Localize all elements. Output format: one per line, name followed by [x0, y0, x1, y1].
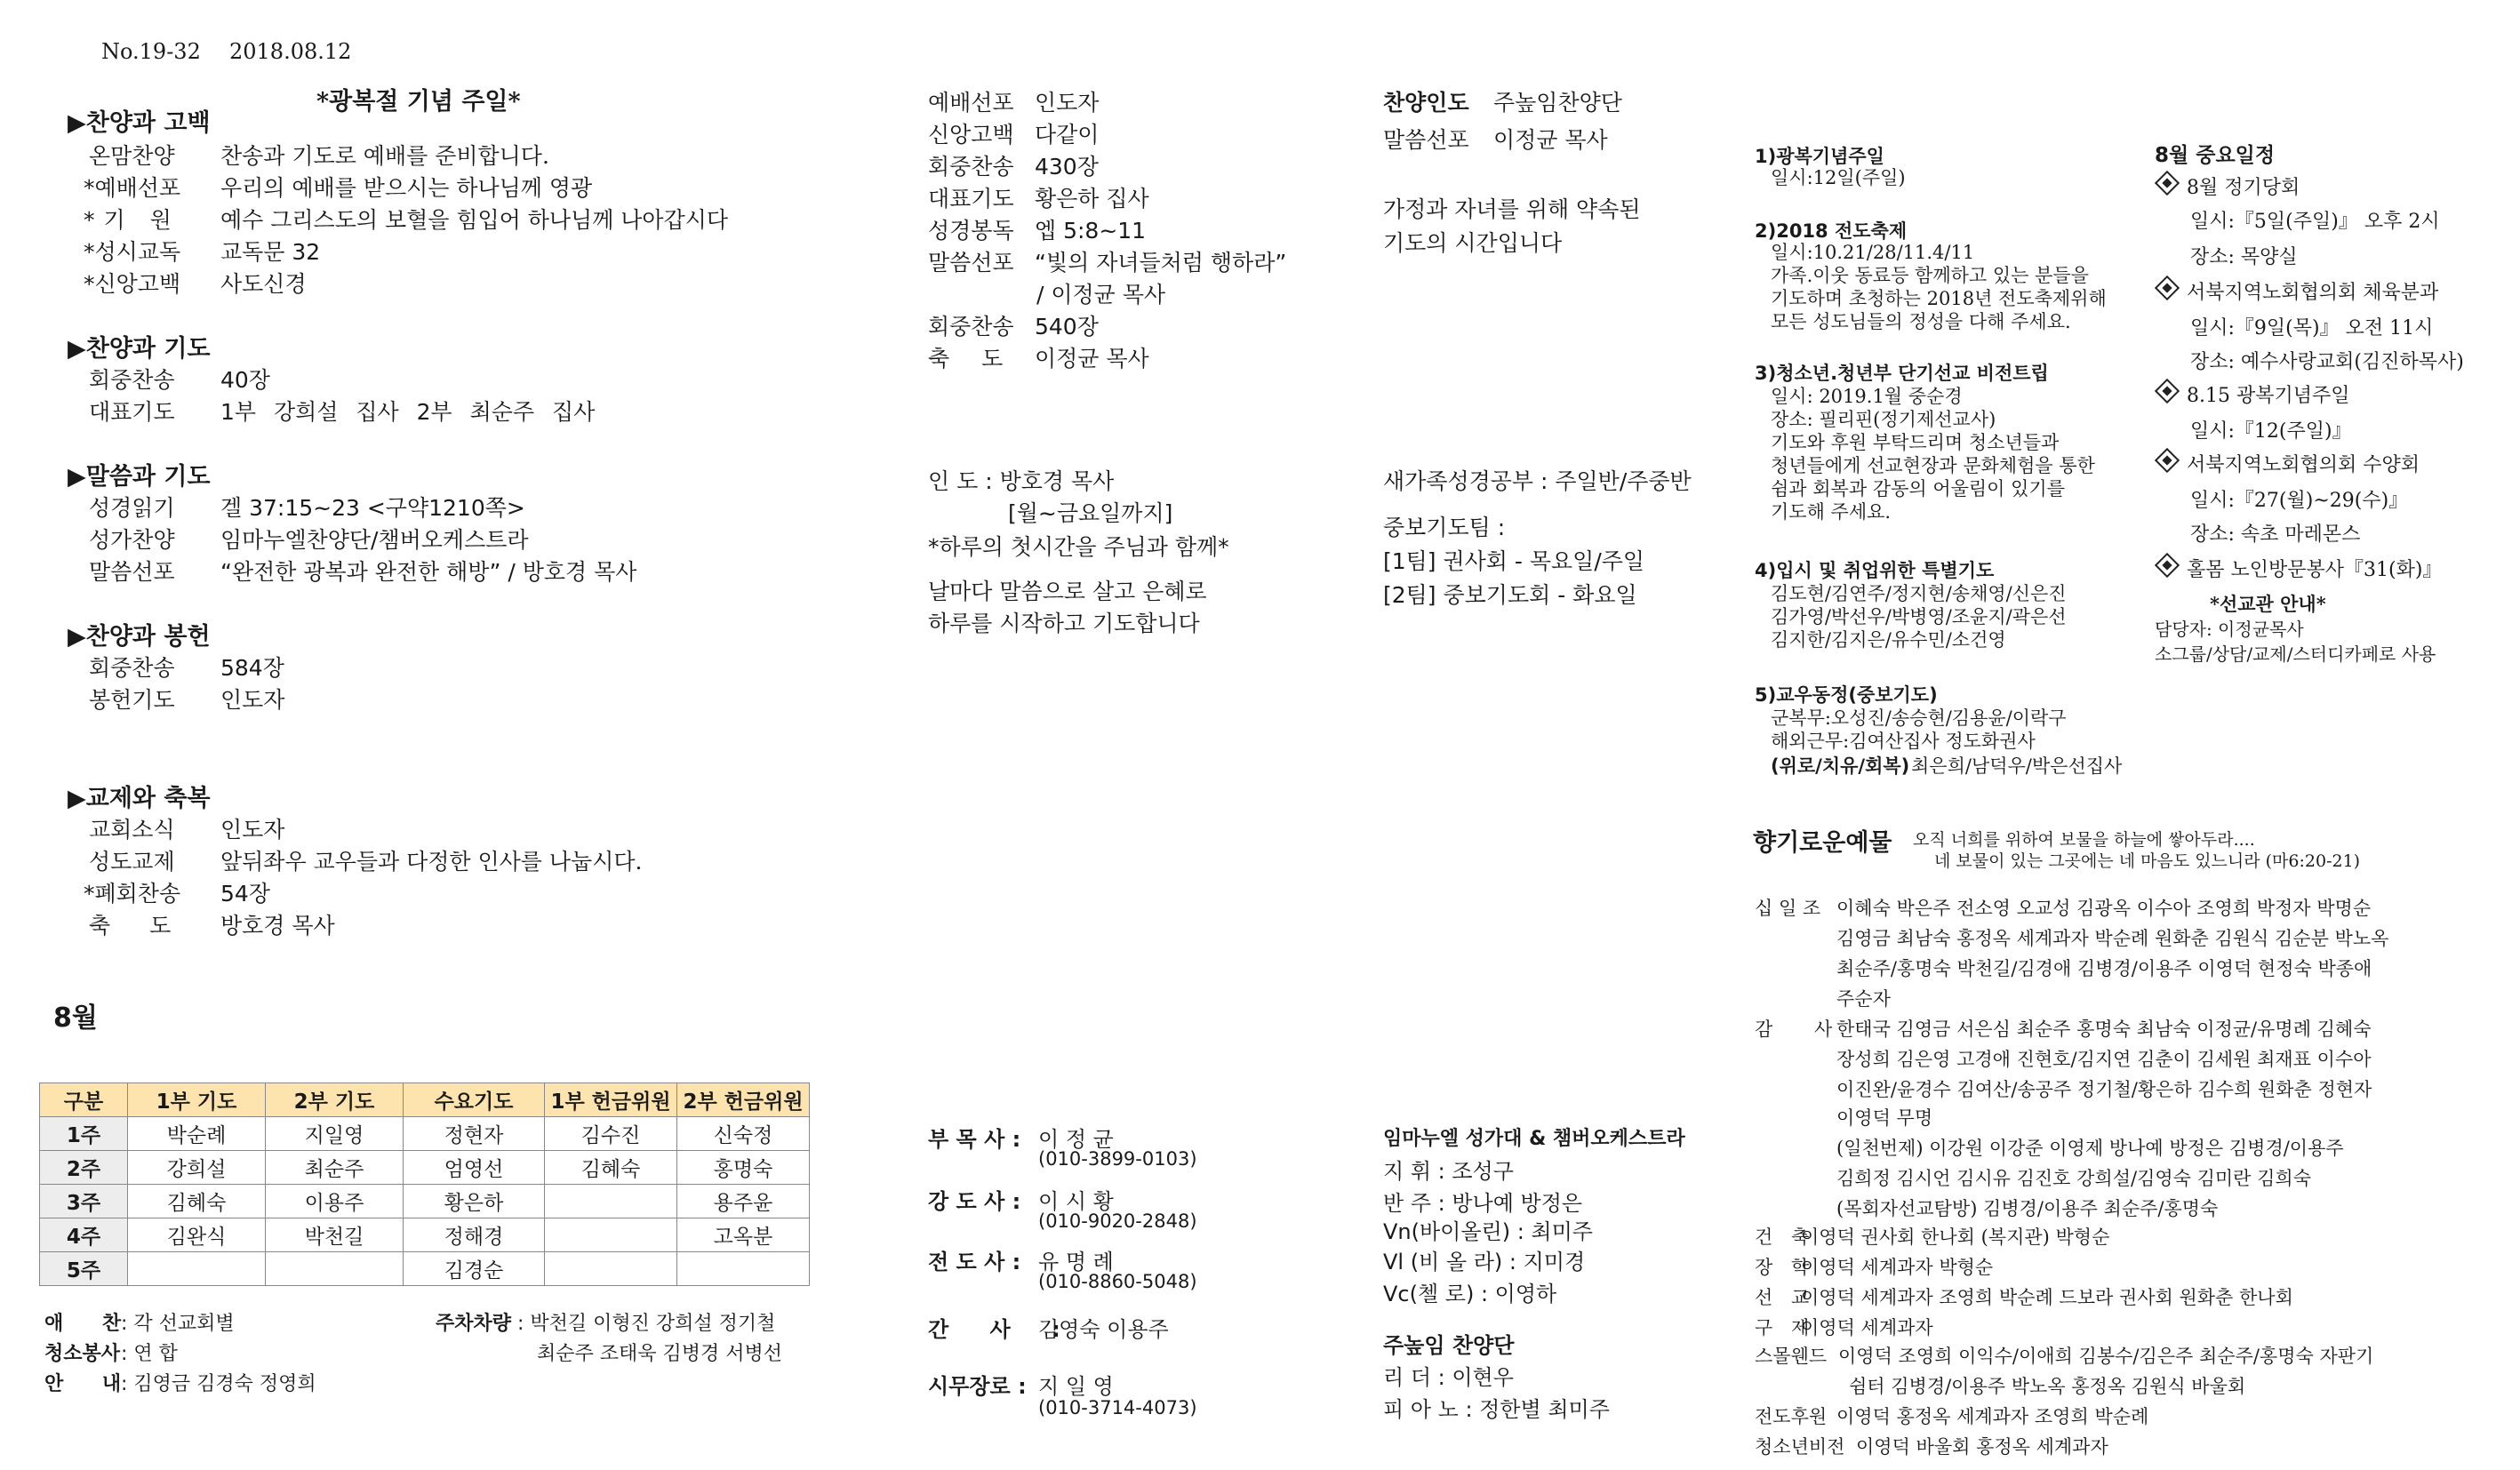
item-value: 찬송과 기도로 예배를 준비합니다. [220, 143, 549, 169]
item-value: 황은하 집사 [1035, 186, 1149, 212]
event-line: 장소: 예수사랑교회(김진하목사) [2190, 351, 2464, 373]
item-value: 54장 [220, 881, 270, 907]
table-cell: 정해경 [404, 1218, 545, 1252]
month-title: 8월 [53, 1003, 98, 1034]
item-value: 교독문 32 [220, 239, 321, 265]
item-label: 성경읽기 [89, 495, 175, 521]
table-cell: 김경순 [404, 1252, 545, 1286]
section-title: ▶교제와 축복 [68, 785, 211, 812]
table-cell: 이용주 [266, 1185, 404, 1218]
mission-line: 소그룹/상담/교제/스터디카페로 사용 [2155, 643, 2436, 665]
item-label: 온맘찬양 [89, 143, 175, 169]
news-line: 기도하며 초청하는 2018년 전도축제위해 [1771, 288, 2107, 309]
offering-verse: 오직 너희를 위하여 보물을 하늘에 쌓아두라.... [1913, 830, 2255, 850]
item-label: 회중찬송 [928, 154, 1014, 180]
choir-title: 임마누엘 성가대 & 챔버오케스트라 [1383, 1128, 1685, 1150]
table-cell: 용주윤 [677, 1185, 810, 1218]
header-cell: 구분 [40, 1083, 128, 1117]
header-cell: 수요기도 [404, 1083, 545, 1117]
item-value: 주높임찬양단 [1493, 90, 1622, 116]
offering-names: 이진완/윤경수 김여산/송공주 정기철/황은하 김수희 원화춘 정현자 [1836, 1079, 2372, 1100]
choir-line: 지 휘 : 조성구 [1383, 1159, 1514, 1184]
offering-names: 이영덕 무명 [1836, 1107, 1933, 1129]
news-line: 최은희/남덕우/박은선집사 [1911, 755, 2123, 777]
item-label: *기 원 [84, 207, 180, 233]
event-line: 일시:『5일(주일)』 오후 2시 [2190, 211, 2440, 233]
table-cell: 김혜숙 [128, 1185, 266, 1218]
table-cell: 김수진 [545, 1117, 677, 1151]
event-line: 일시:『12(주일)』 [2190, 420, 2352, 443]
table-cell [545, 1218, 677, 1252]
news-line: 김지한/김지은/유수민/소건영 [1771, 629, 2006, 651]
offering-label: 선 교 [1755, 1287, 1810, 1308]
section-title: ▶찬양과 고백 [68, 109, 211, 137]
event-name: 홀몸 노인방문봉사『31(화)』 [2187, 559, 2443, 581]
dawn-leader: 인 도 : 방호경 목사 [928, 468, 1115, 494]
mission-title: *선교관 안내* [2210, 593, 2326, 615]
table-cell: 신숙정 [677, 1117, 810, 1151]
table-cell: 박순례 [128, 1117, 266, 1151]
item-label: 대표기도 [928, 186, 1014, 212]
staff-phone: (010-3899-0103) [1038, 1148, 1197, 1170]
section-title: ▶찬양과 기도 [68, 335, 211, 363]
item-label: 교회소식 [89, 817, 175, 843]
news-title: 2)2018 전도축제 [1755, 220, 1908, 242]
offering-names: 이영덕 세계과자 [1801, 1317, 1933, 1338]
table-row [40, 1151, 810, 1185]
table-cell: 홍명숙 [677, 1151, 810, 1185]
item-value: “빛의 자녀들처럼 행하라” [1035, 250, 1287, 276]
dawn-text: 날마다 말씀으로 살고 은혜로 [928, 579, 1207, 604]
table-cell: 김완식 [128, 1218, 266, 1252]
choir-line: 피 아 노 : 정한별 최미주 [1383, 1397, 1610, 1422]
item-label: *예배선포 [84, 175, 181, 201]
offering-names: 이영덕 바울회 홍정옥 세계과자 [1856, 1436, 2108, 1458]
event-name: 8월 정기당회 [2187, 177, 2300, 199]
item-value: 방호경 목사 [220, 913, 335, 939]
issue-number: No.19-32 [101, 39, 201, 64]
item-label: 대표기도 [89, 399, 175, 425]
news-title: 4)입시 및 취업위한 특별기도 [1755, 560, 1995, 581]
item-value: 인도자 [220, 687, 285, 713]
choir-line: Vc(첼 로) : 이영하 [1383, 1282, 1557, 1306]
offering-names: 주순자 [1836, 988, 1891, 1010]
item-value: 이정균 목사 [1035, 346, 1149, 371]
dawn-slogan: *하루의 첫시간을 주님과 함께* [928, 534, 1229, 560]
news-line: 가족.이웃 동료등 함께하고 있는 분들을 [1771, 265, 2089, 286]
staff-name: 이 시 황 [1038, 1189, 1114, 1214]
table-cell: 박천길 [266, 1218, 404, 1252]
item-label: 말씀선포 [928, 250, 1014, 276]
duty-value: : 연 합 [121, 1343, 178, 1365]
news-line: 기도와 후원 부탁드리며 청소년들과 [1771, 432, 2060, 453]
news-line: 일시:12일(주일) [1771, 167, 1906, 188]
week-cell: 4주 [40, 1218, 128, 1252]
table-cell [545, 1185, 677, 1218]
item-label: *신앙고백 [84, 271, 181, 297]
item-value: 1부 강희설 집사 2부 최순주 집사 [220, 399, 596, 425]
header-cell: 1부 헌금위원 [545, 1083, 677, 1117]
item-label: 예배선포 [928, 90, 1014, 116]
item-label: *폐회찬송 [84, 881, 181, 907]
diamond-bullet-icon [2155, 276, 2180, 300]
study-text: [1팀] 권사회 - 목요일/주일 [1383, 548, 1645, 574]
staff-label: 간 사 : [928, 1317, 1060, 1342]
news-line: 일시: 2019.1월 중순경 [1771, 386, 1963, 407]
offering-names: 쉼터 김병경/이용주 박노옥 홍정옥 김원식 바울회 [1849, 1376, 2246, 1397]
schedule-table [39, 1083, 810, 1286]
event-line: 장소: 목양실 [2190, 246, 2298, 268]
news-line: 모든 성도님들의 정성을 다해 주세요. [1771, 311, 2071, 332]
table-row [40, 1252, 810, 1286]
table-cell: 황은하 [404, 1185, 545, 1218]
news-line: 쉼과 회복과 감동의 어울림이 있기를 [1771, 478, 2065, 499]
event-name: 서북지역노회협의회 체육분과 [2187, 282, 2439, 304]
item-label: 말씀선포 [89, 559, 175, 585]
item-label: 봉헌기도 [89, 687, 175, 713]
study-text: [2팀] 중보기도회 - 화요일 [1383, 582, 1637, 608]
offering-label: 전도후원 [1755, 1406, 1828, 1427]
choir-line: Vl (비 올 라) : 지미경 [1383, 1250, 1586, 1274]
item-label: 찬양인도 [1383, 90, 1469, 116]
offering-verse: 네 보물이 있는 그곳에는 네 마음도 있느니라 (마6:20-21) [1934, 851, 2361, 871]
offering-label: 구 제 [1755, 1317, 1810, 1338]
offering-label: 십 일 조 [1755, 898, 1821, 919]
table-cell: 김혜숙 [545, 1151, 677, 1185]
choir-line: 리 더 : 이현우 [1383, 1365, 1514, 1390]
staff-name: 지 일 영 [1038, 1374, 1114, 1399]
item-label: *성시교독 [84, 239, 181, 265]
offering-label: 감 사 [1755, 1019, 1833, 1040]
section-title: ▶말씀과 기도 [68, 463, 211, 491]
choir-line: Vn(바이올린) : 최미주 [1383, 1219, 1593, 1244]
item-label [928, 277, 1036, 309]
mission-line: 담당자: 이정균목사 [2155, 619, 2304, 640]
diamond-bullet-icon [2155, 171, 2180, 196]
week-cell: 2주 [40, 1151, 128, 1185]
events-title: 8월 중요일정 [2155, 144, 2276, 167]
study-text: 새가족성경공부 : 주일반/주중반 [1383, 468, 1692, 494]
item-value: 이정균 목사 [1493, 127, 1608, 153]
offering-label: 장 학 [1755, 1257, 1810, 1278]
item-value: 다같이 [1035, 122, 1100, 148]
offering-names: 최순주/홍명숙 박천길/김경애 김병경/이용주 이영덕 현정숙 박종애 [1836, 958, 2372, 979]
offering-names: 이영덕 조영희 이익수/이애희 김봉수/김은주 최순주/홍명숙 자판기 [1838, 1346, 2374, 1367]
item-label: 말씀선포 [1383, 127, 1469, 153]
item-label: 성도교제 [89, 849, 175, 875]
duty-value: : 김영금 김경숙 정영희 [121, 1373, 316, 1395]
item-label: 성경봉독 [928, 218, 1014, 244]
item-label: 회중찬송 [89, 655, 175, 681]
item-value: 40장 [220, 367, 270, 393]
duty-label: 청소봉사 [44, 1343, 121, 1365]
table-cell: 최순주 [266, 1151, 404, 1185]
item-value: 예수 그리스도의 보혈을 힘입어 하나님께 나아갑시다 [220, 207, 729, 233]
week-cell: 5주 [40, 1252, 128, 1286]
staff-label: 시무장로 : [928, 1374, 1027, 1399]
header-cell: 2부 헌금위원 [677, 1083, 810, 1117]
issue-date: 2018.08.12 [229, 39, 352, 64]
item-value: “완전한 광복과 완전한 해방” / 방호경 목사 [220, 559, 637, 585]
news-line: 장소: 필리핀(정기제선교사) [1771, 409, 1996, 430]
news-line: 일시:10.21/28/11.4/11 [1771, 242, 1975, 263]
study-text: 중보기도팀 : [1383, 515, 1506, 540]
news-line: 기도해 주세요. [1771, 501, 1892, 523]
duty-value: 최순주 조태욱 김병경 서병선 [537, 1343, 783, 1365]
item-label: 회중찬송 [928, 314, 1014, 340]
table-cell [677, 1252, 810, 1286]
page-title: *광복절 기념 주일* [316, 88, 521, 116]
table-cell [266, 1252, 404, 1286]
item-value: 사도신경 [220, 271, 307, 297]
item-label: 신앙고백 [928, 122, 1014, 148]
choir-title: 주높임 찬양단 [1383, 1333, 1515, 1358]
dawn-days: [월~금요일까지] [1008, 500, 1173, 526]
staff-phone: (010-3714-4073) [1038, 1397, 1197, 1418]
diamond-bullet-icon [2155, 448, 2180, 473]
staff-name: 유 명 례 [1038, 1250, 1114, 1274]
offering-names: 김영금 최남숙 홍정옥 세계과자 박순례 원화춘 김원식 김순분 박노옥 [1836, 928, 2389, 949]
offering-label: 청소년비전 [1755, 1436, 1845, 1458]
staff-phone: (010-9020-2848) [1038, 1210, 1197, 1232]
item-value: 584장 [220, 655, 284, 681]
event-line: 일시:『9일(목)』 오전 11시 [2190, 317, 2434, 340]
staff-label: 부 목 사 : [928, 1127, 1021, 1152]
table-cell: 엄영선 [404, 1151, 545, 1185]
offering-label: 건 축 [1755, 1226, 1810, 1248]
prayer-text: 기도의 시간입니다 [1383, 230, 1563, 256]
offering-names: 김희정 김시언 김시유 김진호 강희설/김영숙 김미란 김희숙 [1836, 1168, 2311, 1189]
staff-name: 이 정 균 [1038, 1127, 1114, 1152]
news-label: (위로/치유/회복) [1771, 755, 1910, 777]
staff-label: 강 도 사 : [928, 1189, 1021, 1214]
staff-phone: (010-8860-5048) [1038, 1271, 1197, 1292]
item-label: 성가찬양 [89, 527, 175, 553]
offering-title: 향기로운예물 [1753, 829, 1892, 857]
duty-label: 안 내 [44, 1373, 138, 1395]
staff-name: 김영숙 이용주 [1038, 1317, 1169, 1342]
dawn-text: 하루를 시작하고 기도합니다 [928, 611, 1200, 636]
item-value: 540장 [1035, 314, 1099, 340]
choir-line: 반 주 : 방나예 방정은 [1383, 1191, 1583, 1216]
table-cell: 고옥분 [677, 1218, 810, 1252]
header-cell: 2부 기도 [266, 1083, 404, 1117]
offering-names: 한태국 김영금 서은심 최순주 홍명숙 최남숙 이정균/유명례 김혜숙 [1836, 1019, 2372, 1040]
offering-names: (일천번제) 이강원 이강준 이영제 방나예 방정은 김병경/이용주 [1836, 1138, 2344, 1159]
event-name: 서북지역노회협의회 수양회 [2187, 454, 2420, 476]
offering-names: 이혜숙 박은주 전소영 오교성 김광옥 이수아 조영희 박정자 박명순 [1836, 898, 2372, 919]
news-line: 해외근무:김여산집사 정도화권사 [1771, 731, 2036, 752]
table-header-row [40, 1083, 810, 1117]
news-line: 청년들에게 선교현장과 문화체험을 통한 [1771, 455, 2095, 476]
header-cell: 1부 기도 [128, 1083, 266, 1117]
item-value: 임마누엘찬양단/챔버오케스트라 [220, 527, 529, 553]
news-title: 1)광복기념주일 [1755, 146, 1884, 167]
duty-label: 애 찬 [44, 1313, 138, 1335]
offering-label: 스몰웬드 [1755, 1346, 1828, 1367]
table-cell: 지일영 [266, 1117, 404, 1151]
offering-names: 이영덕 세계과자 조영희 박순례 드보라 권사회 원화춘 한나회 [1801, 1287, 2293, 1308]
item-value: 엡 5:8~11 [1035, 218, 1147, 244]
item-value: 인도자 [220, 817, 285, 843]
item-value: / 이정균 목사 [1036, 282, 1166, 308]
table-cell: 정현자 [404, 1117, 545, 1151]
duty-label: 주차차량 [436, 1313, 512, 1335]
item-value: 430장 [1035, 154, 1099, 180]
week-cell: 3주 [40, 1185, 128, 1218]
offering-names: 이영덕 세계과자 박형순 [1801, 1257, 1994, 1278]
table-cell [545, 1252, 677, 1286]
duty-value: : 박천길 이형진 강희설 정기철 [517, 1313, 776, 1335]
event-line: 장소: 속초 마레몬스 [2190, 523, 2361, 546]
table-row [40, 1117, 810, 1151]
offering-names: 이영덕 홍정옥 세계과자 조영희 박순례 [1836, 1406, 2149, 1427]
diamond-bullet-icon [2155, 379, 2180, 403]
event-line: 일시:『27(월)~29(수)』 [2190, 490, 2409, 512]
diamond-bullet-icon [2155, 553, 2180, 578]
offering-names: (목회자선교탐방) 김병경/이용주 최순주/홍명숙 [1836, 1198, 2219, 1219]
item-value: 우리의 예배를 받으시는 하나님께 영광 [220, 175, 593, 201]
table-row [40, 1185, 810, 1218]
event-name: 8.15 광복기념주일 [2187, 385, 2350, 407]
item-value: 앞뒤좌우 교우들과 다정한 인사를 나눕시다. [220, 849, 643, 875]
table-cell: 강희설 [128, 1151, 266, 1185]
prayer-text: 가정과 자녀를 위해 약속된 [1383, 196, 1641, 222]
news-line: 군복무:오성진/송승현/김용윤/이락구 [1771, 707, 2067, 729]
table-row [40, 1218, 810, 1252]
news-title: 3)청소년.청년부 단기선교 비전트립 [1755, 363, 2049, 384]
item-label: 축 도 [928, 346, 1016, 371]
item-value: 인도자 [1035, 90, 1100, 116]
duty-value: : 각 선교회별 [121, 1313, 235, 1335]
offering-names: 장성희 김은영 고경애 진현호/김지연 김춘이 김세원 최재표 이수아 [1836, 1049, 2372, 1070]
item-label: 축 도 [89, 913, 188, 939]
item-value: 겔 37:15~23 <구약1210쪽> [220, 495, 525, 521]
week-cell: 1주 [40, 1117, 128, 1151]
staff-label: 전 도 사 : [928, 1250, 1021, 1274]
news-line: 김가영/박선우/박병영/조윤지/곽은선 [1771, 606, 2067, 627]
news-title: 5)교우동정(중보기도) [1755, 684, 1938, 706]
item-label: 회중찬송 [89, 367, 175, 393]
offering-names: 이영덕 권사회 한나회 (복지관) 박형순 [1801, 1226, 2110, 1248]
table-cell [128, 1252, 266, 1286]
section-title: ▶찬양과 봉헌 [68, 623, 211, 651]
news-line: 김도현/김연주/정지현/송채영/신은진 [1771, 583, 2067, 604]
